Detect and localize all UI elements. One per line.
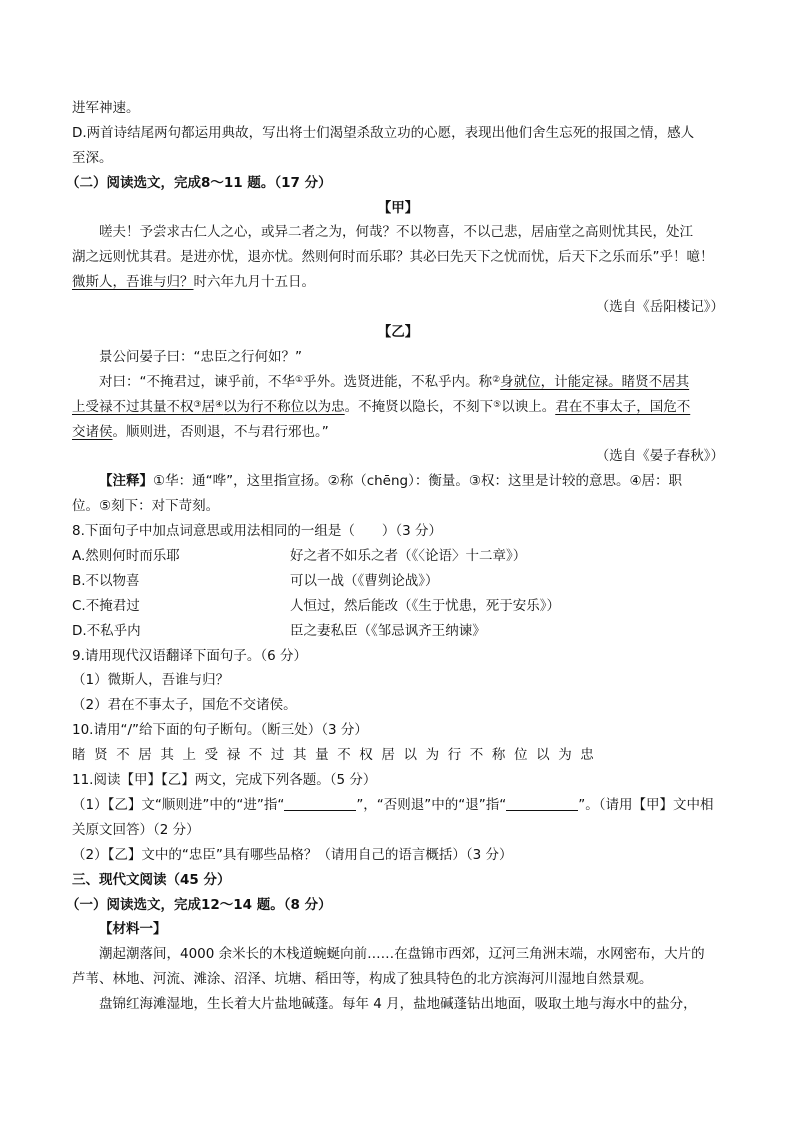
answer-blank[interactable]: [284, 796, 356, 811]
material-paragraph-line: 盘锦红海滩湿地，生长着大片盐地碱蓬。每年 4 月，盐地碱蓬钻出地面，吸取土地与海水中的盐分，: [99, 996, 697, 1013]
exam-page: [66, 96, 724, 1017]
question-9-sentence: （2）君在不事太子，国危不交诸侯。: [72, 697, 297, 714]
option-right: 人恒过，然后能改（《生于忧患，死于安乐》）: [290, 597, 560, 614]
passage-jia-line: 湖之远则忧其君。是进亦忧，退亦忧。然则何时而乐耶？其必曰先天下之忧而忧，后天下之乐而乐”乎！噫！: [72, 249, 714, 266]
text-span: ①华：通“哗”，这里指宣扬。②称（chēng）：衡量。③权：这里是计较的意思。④居：职: [153, 473, 683, 490]
underlined-sentence: 君在不事太子，国危不: [555, 398, 691, 415]
question-8-option: [72, 544, 724, 569]
text-line: 进军神速。: [72, 100, 140, 116]
passage-yi-line: [72, 420, 724, 445]
option-left: A.然则何时而乐耶: [72, 548, 180, 565]
option-left: B.不以物喜: [72, 572, 140, 589]
question-8-option: [72, 619, 724, 644]
answer-blank[interactable]: [506, 796, 578, 811]
option-right: 好之者不如乐之者（《〈论语〉十二章》）: [290, 548, 527, 565]
passage-yi-line: [72, 395, 724, 420]
question-11-stem: 11.阅读【甲】【乙】两文，完成下列各题。（5 分）: [72, 772, 377, 789]
text-span: 对曰：“不掩君过，谏乎前，不华: [99, 373, 295, 390]
question-11-part-2: （2）【乙】文中的“忠臣”具有哪些品格？（请用自己的语言概括）（3 分）: [72, 846, 513, 863]
material-paragraph-line: 潮起潮落间，4000 余米长的木栈道蜿蜒向前……在盘锦市西郊，辽河三角洲末端，水网密布，大片的: [99, 946, 705, 963]
passage-source: （选自《晏子春秋》）: [595, 448, 724, 465]
material-paragraph-line: 芦苇、林地、河流、滩涂、沼泽、坑塘、稻田等，构成了独具特色的北方滨海河川湿地自然景观。: [72, 971, 653, 988]
option-d-text: D.两首诗结尾两句都运用典故，写出将士们渴望杀敌立功的心愿，表现出他们舍生忘死的报国之情，感人: [72, 124, 695, 141]
passage-jia-line: 嗟夫！予尝求古仁人之心，或异二者之为，何哉？不以物喜，不以己悲，居庙堂之高则忧其民，处江: [99, 224, 693, 241]
passage-jia-label: 【甲】: [377, 199, 419, 216]
passage-source: （选自《岳阳楼记》）: [595, 299, 724, 316]
passage-yi-label: 【乙】: [377, 324, 419, 341]
section-heading: （二）阅读选文，完成8～11 题。（17 分）: [66, 174, 332, 191]
text-span: ”。（请用【甲】文中相: [578, 796, 714, 813]
footnote-mark: ①: [295, 374, 304, 385]
section-heading: 三、现代文阅读（45 分）: [72, 871, 231, 888]
footnote-mark: ②: [492, 374, 501, 385]
option-right: 臣之妻私臣（《邹忌讽齐王纳谏》: [290, 622, 486, 639]
footnote-mark: ③: [193, 399, 202, 410]
underlined-sentence: 微斯人，吾谁与归？: [72, 274, 194, 291]
passage-jia-line: [72, 270, 724, 295]
underlined-sentence: 交诸侯: [72, 423, 113, 440]
question-8-stem: 8.下面句子中加点词意思或用法相同的一组是（ ）（3 分）: [72, 523, 443, 540]
sub-section-heading: （一）阅读选文，完成12～14 题。（8 分）: [66, 896, 332, 913]
question-10-stem: 10.请用“/”给下面的句子断句。（断三处）（3 分）: [72, 722, 368, 739]
option-left: C.不掩君过: [72, 597, 140, 614]
annotation-line: [72, 469, 724, 494]
annotation-label: 【注释】: [99, 473, 153, 490]
footnote-mark: ⑤: [493, 399, 502, 410]
option-right: 可以一战（《曹刿论战》）: [290, 572, 439, 589]
annotation-line: 位。⑤刻下：对下苛刻。: [72, 498, 220, 515]
text-span: （1）【乙】文“顺则进”中的“进”指“: [72, 796, 285, 813]
passage-yi-line: [72, 370, 724, 395]
text-span: 乎外。选贤进能，不私乎内。称: [303, 373, 493, 390]
text-span: 以谀上。: [501, 398, 556, 415]
underlined-sentence: [72, 399, 345, 415]
question-8-option: [72, 594, 724, 619]
text-span: 。顺则进，否则退，不与君行邪也。”: [112, 423, 329, 440]
passage-yi-line: 景公问晏子曰：“忠臣之行何如？”: [99, 348, 302, 365]
text-span: ”，“否则退”中的“退”指“: [356, 796, 507, 813]
footnote-mark: ④: [215, 399, 224, 410]
text-span: 上受禄不过其量不权: [72, 398, 194, 415]
question-11-part-1-cont: 关原文回答）（2 分）: [72, 821, 200, 838]
material-label: 【材料一】: [99, 921, 167, 938]
question-10-sentence: 睹贤不居其上受禄不过其量不权居以为行不称位以为忠: [72, 747, 603, 764]
text-span: 居: [201, 398, 216, 415]
question-9-sentence: （1）微斯人，吾谁与归？: [72, 672, 230, 689]
text-span: 以为行不称位以为忠: [223, 398, 345, 415]
text-span: 。不掩贤以隐长，不刻下: [344, 398, 494, 415]
question-9-stem: 9.请用现代汉语翻译下面句子。（6 分）: [72, 647, 308, 664]
question-8-option: [72, 569, 724, 594]
underlined-sentence: 身就位，计能定禄。睹贤不居其: [500, 373, 690, 390]
option-d-text-cont: 至深。: [72, 149, 113, 166]
text-span: 时六年九月十五日。: [193, 274, 315, 291]
question-11-part-1: [72, 793, 724, 818]
option-left: D.不私乎内: [72, 622, 141, 639]
